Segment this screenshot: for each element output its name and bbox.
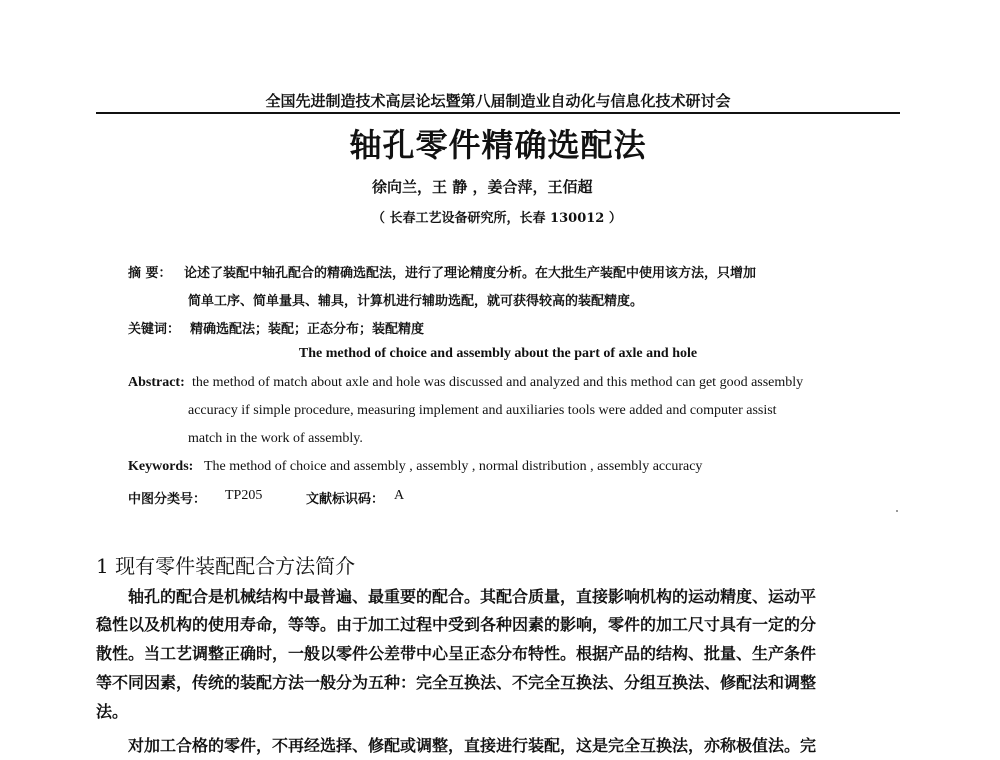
body-line: 散性。当工艺调整正确时，一般以零件公差带中心呈正态分布特性。根据产品的结构、批量、生产条件 [96, 644, 817, 663]
keywords-cn-label: 关键词： [128, 322, 181, 337]
doc-code-label: 文献标识码： [306, 492, 385, 507]
authors: 徐向兰，王 静 ，姜合萍，王佰超 [372, 178, 593, 196]
affiliation: （ 长春工艺设备研究所，长春 130012 ） [372, 211, 622, 226]
body-line: 等不同因素，传统的装配方法一般分为五种：完全互换法、不完全互换法、分组互换法、修配法和调整 [96, 673, 817, 692]
body-line: 稳性以及机构的使用寿命，等等。由于加工过程中受到各种因素的影响，零件的加工尺寸具有一定的分 [96, 615, 817, 634]
keywords-en-text: The method of choice and assembly , assembly , normal distribution , assembly accuracy [204, 459, 703, 474]
abstract-en-line: accuracy if simple procedure, measuring implement and auxiliaries tools were added and computer assist [188, 403, 777, 418]
clc-value: TP205 [225, 488, 263, 503]
clc-label: 中图分类号： [128, 492, 207, 507]
abstract-cn-label: 摘 要： [128, 266, 172, 281]
body-line: 轴孔的配合是机械结构中最普遍、最重要的配合。其配合质量，直接影响机构的运动精度、运动平 [128, 587, 817, 606]
abstract-cn-line: 简单工序、简单量具、辅具，计算机进行辅助选配，就可获得较高的装配精度。 [188, 294, 644, 309]
keywords-cn-text: 精确选配法；装配；正态分布；装配精度 [190, 322, 425, 337]
body-line: 法。 [96, 702, 129, 721]
abstract-en-line: the method of match about axle and hole was discussed and analyzed and this method can get good assembly [192, 375, 804, 390]
keywords-en-label: Keywords: [128, 459, 194, 474]
doc-code-value: A [394, 488, 405, 503]
abstract-en-line: match in the work of assembly. [188, 431, 363, 446]
abstract-en-label: Abstract: [128, 375, 185, 390]
scan-speck [896, 510, 898, 512]
conference-header: 全国先进制造技术高层论坛暨第八届制造业自动化与信息化技术研讨会 [265, 92, 731, 110]
section-heading: 1 现有零件装配配合方法简介 [96, 554, 356, 578]
body-line: 对加工合格的零件，不再经选择、修配或调整，直接进行装配，这是完全互换法，亦称极值法。完 [128, 736, 817, 755]
paper-title: 轴孔零件精确选配法 [349, 126, 647, 164]
header-rule [96, 112, 900, 114]
english-title: The method of choice and assembly about the part of axle and hole [298, 346, 698, 361]
abstract-cn-line: 论述了装配中轴孔配合的精确选配法，进行了理论精度分析。在大批生产装配中使用该方法，只增加 [184, 266, 757, 281]
